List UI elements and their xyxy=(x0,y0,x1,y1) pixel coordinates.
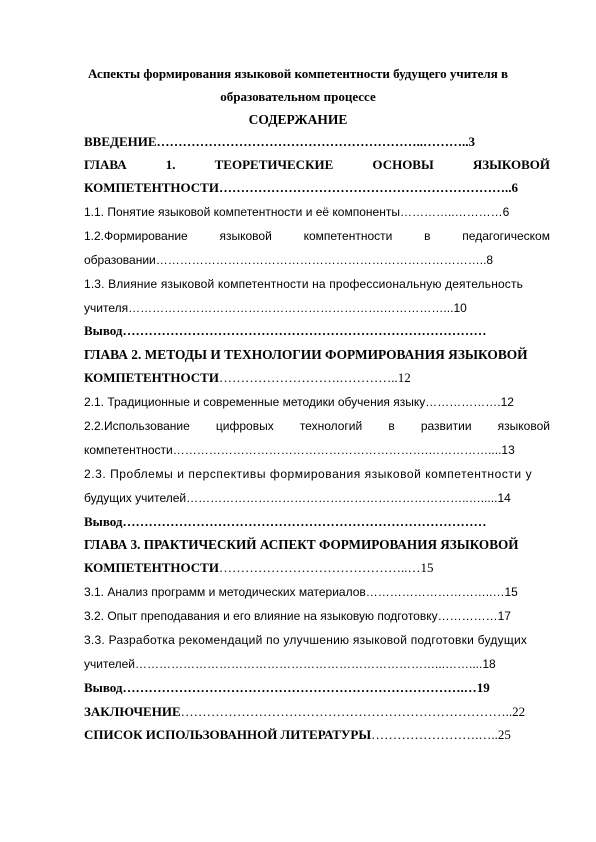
toc-word: 1. xyxy=(165,157,176,172)
toc-leader-dots: ………………. xyxy=(425,395,501,409)
toc-leader-dots: ……………………………………………………….…………….... xyxy=(172,443,502,457)
toc-leader-dots: ……………………………………………………………………….. xyxy=(155,253,487,267)
toc-entry-text: Вывод xyxy=(84,680,123,695)
toc-entry-text: 2.1. Традиционные и современные методики обучения языку xyxy=(84,395,426,409)
toc-word: языковой xyxy=(219,229,272,243)
toc-word: в xyxy=(388,419,395,433)
toc-word: компетентности xyxy=(303,229,393,243)
toc-page-number: 25 xyxy=(497,727,511,742)
toc-entry-text: Вывод xyxy=(84,323,123,338)
toc-entry-text: 3.2. Опыт преподавания и его влияние на языковую подготовку xyxy=(84,609,438,623)
toc-word: языковой xyxy=(497,419,550,433)
toc-leader-dots: ………………………………………………………………………… xyxy=(122,323,487,338)
toc-word: технологий xyxy=(299,419,363,433)
toc-entry-text: КОМПЕТЕНТНОСТИ xyxy=(84,560,219,575)
toc-entry-text: СПИСОК ИСПОЛЬЗОВАННОЙ ЛИТЕРАТУРЫ xyxy=(84,727,372,742)
toc-entry-text: ЗАКЛЮЧЕНИЕ xyxy=(84,704,181,719)
toc-entry-2-1[interactable] xyxy=(84,391,550,413)
toc-entry-text: 1.1. Понятие языковой компетентности и её компоненты xyxy=(84,205,400,219)
toc-leader-dots: ………………………………………………………………….. xyxy=(180,704,513,719)
toc-entry-chapter-2-line-1[interactable] xyxy=(84,344,550,366)
toc-leader-dots: …………………………………………………………………….… xyxy=(122,680,477,695)
toc-word: в xyxy=(424,229,431,243)
toc-page-number: 19 xyxy=(476,680,490,695)
toc-entry-chapter-2-line-2[interactable] xyxy=(84,367,550,389)
toc-page-number: 12 xyxy=(397,370,411,385)
toc-word: ГЛАВА xyxy=(84,157,127,172)
toc-leader-dots: …………… xyxy=(437,609,498,623)
toc-word: развитии xyxy=(420,419,472,433)
toc-entry-1-1[interactable] xyxy=(84,201,550,223)
toc-entry-1-3-line-1[interactable] xyxy=(84,273,550,295)
toc-leader-dots: ……………………….………….. xyxy=(218,370,398,385)
toc-page-number: 3 xyxy=(468,134,476,149)
toc-entry-text: будущих учителей xyxy=(84,491,187,505)
toc-leader-dots: ……………………………………………………….……………... xyxy=(128,301,454,315)
document-title-line-1: Аспекты формирования языковой компетентности будущего учителя в xyxy=(87,66,509,81)
toc-word: 2.2.Использование xyxy=(84,419,190,433)
toc-leader-dots: …………………………..… xyxy=(365,585,505,599)
toc-entry-text: КОМПЕТЕНТНОСТИ xyxy=(84,180,219,195)
toc-entry-chapter-3-line-1[interactable] xyxy=(84,534,550,556)
toc-entry-text: КОМПЕТЕНТНОСТИ xyxy=(84,370,219,385)
toc-entry-conclusion[interactable] xyxy=(84,701,550,723)
toc-entry-text: 3.3. Разработка рекомендаций по улучшению языковой подготовки будущих xyxy=(84,633,528,647)
toc-entry-3-3-line-2[interactable] xyxy=(84,653,550,675)
toc-leader-dots: …………………………………………………………………...…….... xyxy=(134,657,483,671)
toc-entry-1-3-line-2[interactable] xyxy=(84,297,550,319)
toc-entry-introduction[interactable] xyxy=(84,131,550,153)
toc-entry-chapter-1-line-2[interactable] xyxy=(84,177,550,199)
toc-word: ЯЗЫКОВОЙ xyxy=(472,157,550,172)
toc-page-number: 12 xyxy=(500,395,514,409)
toc-entry-3-1[interactable] xyxy=(84,581,550,603)
toc-leader-dots: ……………………………………………………..……….. xyxy=(156,134,469,149)
toc-leader-dots: ……………………………………..… xyxy=(218,560,421,575)
toc-entry-conclusion-chapter-1[interactable] xyxy=(84,320,550,342)
toc-entry-text: ГЛАВА 3. ПРАКТИЧЕСКИЙ АСПЕКТ ФОРМИРОВАНИЯ ЯЗЫКОВОЙ xyxy=(84,537,519,552)
toc-entry-text: Вывод xyxy=(84,514,123,529)
toc-leader-dots: ………………………………………………………………………… xyxy=(122,514,487,529)
toc-entry-conclusion-chapter-3[interactable] xyxy=(84,677,550,699)
toc-entry-text: 1.3. Влияние языковой компетентности на профессиональную деятельность xyxy=(84,277,523,291)
toc-entry-3-3-line-1[interactable] xyxy=(84,629,550,651)
toc-entry-text: 3.1. Анализ программ и методических материалов xyxy=(84,585,366,599)
toc-page-number: 6 xyxy=(502,205,510,219)
toc-word: 1.2.Формирование xyxy=(84,229,188,243)
toc-entry-1-2-line-1[interactable] xyxy=(84,225,550,247)
toc-page-number: 15 xyxy=(420,560,434,575)
toc-entry-text: образовании xyxy=(84,253,156,267)
toc-page-number: 17 xyxy=(497,609,511,623)
toc-entry-2-3-line-1[interactable] xyxy=(84,463,550,485)
toc-word: цифровых xyxy=(215,419,274,433)
toc-page-number: 6 xyxy=(511,180,518,195)
toc-entry-chapter-1-line-1[interactable] xyxy=(84,154,550,176)
contents-heading: СОДЕРЖАНИЕ xyxy=(248,112,348,127)
toc-entry-text: учителей xyxy=(84,657,135,671)
document-title-line-2: образовательном процессе xyxy=(220,89,376,104)
toc-entry-conclusion-chapter-2[interactable] xyxy=(84,511,550,533)
toc-entry-text: учителя xyxy=(84,301,129,315)
toc-entry-text: 2.3. Проблемы и перспективы формирования языковой компетентности у xyxy=(84,467,533,481)
toc-entry-text: компетентности xyxy=(84,443,173,457)
toc-leader-dots: ………………………………………………………….. xyxy=(218,180,512,195)
toc-word: ТЕОРЕТИЧЕСКИЕ xyxy=(214,157,334,172)
toc-entry-text: ВВЕДЕНИЕ xyxy=(84,134,157,149)
toc-page-number: 13 xyxy=(501,443,515,457)
toc-leader-dots: …………..………… xyxy=(399,205,503,219)
toc-page-number: 14 xyxy=(497,491,511,505)
toc-entry-2-2-line-2[interactable] xyxy=(84,439,550,461)
toc-entry-chapter-3-line-2[interactable] xyxy=(84,557,550,579)
toc-word: ОСНОВЫ xyxy=(372,157,434,172)
toc-page-number: 10 xyxy=(453,301,467,315)
toc-leader-dots: …………………….….. xyxy=(371,727,498,742)
toc-entry-text: ГЛАВА 2. МЕТОДЫ И ТЕХНОЛОГИИ ФОРМИРОВАНИЯ ЯЗЫКОВОЙ xyxy=(84,347,528,362)
toc-page-number: 18 xyxy=(482,657,496,671)
toc-word: педагогическом xyxy=(462,229,550,243)
toc-entry-3-2[interactable] xyxy=(84,605,550,627)
toc-leader-dots: ……………………………………………………………..…..... xyxy=(186,491,498,505)
toc-page-number: 22 xyxy=(512,704,526,719)
toc-page-number: 15 xyxy=(504,585,518,599)
toc-entry-2-3-line-2[interactable] xyxy=(84,487,550,509)
toc-entry-1-2-line-2[interactable] xyxy=(84,249,550,271)
toc-entry-2-2-line-1[interactable] xyxy=(84,415,550,437)
toc-page-number: 8 xyxy=(486,253,494,267)
toc-entry-bibliography[interactable] xyxy=(84,724,550,746)
